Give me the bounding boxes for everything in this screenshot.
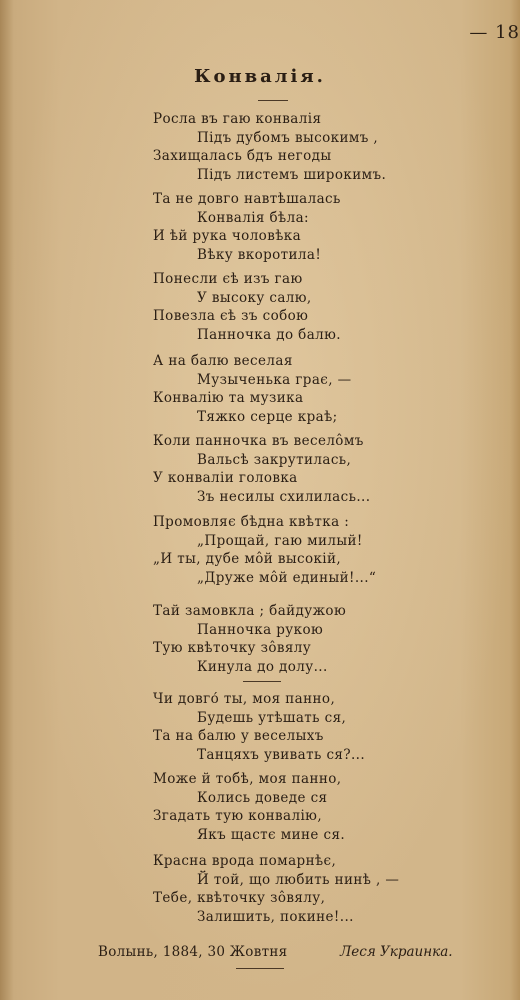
poem-line: Тебе, квѣточку зôвялу,	[153, 890, 326, 906]
poem-line: „Друже мôй единый!...“	[197, 569, 377, 586]
poem-line: Колись доведе ся	[197, 789, 328, 806]
poem-line: Залишить, покине!...	[197, 908, 354, 925]
poem-line: Красна врода помарнѣє,	[153, 853, 337, 869]
poem-line: Конвалія бѣла:	[197, 209, 309, 226]
poem-line: Підъ дубомъ высокимъ ,	[197, 129, 379, 146]
poem-title: Конвалія.	[194, 66, 326, 87]
poem-line: „И ты, дубе мôй высокій,	[153, 551, 342, 567]
poem-line: Вѣку вкоротила!	[197, 246, 322, 263]
poem-line: Зъ несилы схилилась...	[197, 488, 371, 505]
poem-line: Згадать тую конвалію,	[153, 808, 323, 824]
poem-line: Коли панночка въ веселôмъ	[153, 433, 364, 449]
poem-line: Та не довго навтѣшалась	[153, 191, 341, 207]
poem-line: Кинула до долу...	[197, 658, 328, 675]
poem-line: А на балю веселая	[153, 353, 293, 369]
poem-line: Танцяхъ увивать ся?...	[197, 746, 366, 763]
bottom-divider	[236, 968, 284, 969]
page-number: — 18	[469, 22, 520, 43]
poem-line: У конваліи головка	[153, 470, 298, 486]
section-divider	[243, 681, 281, 682]
poem-line: Промовляє бѣдна квѣтка :	[153, 514, 350, 530]
signature-date-place: Волынь, 1884, 30 Жовтня	[98, 944, 288, 960]
poem-line: Вальсѣ закрутилась,	[197, 451, 352, 468]
poem-line: Повезла єѣ зъ собою	[153, 308, 309, 324]
poem-line: Тяжко серце краѣ;	[197, 408, 338, 425]
poem-line: Понесли єѣ изъ гаю	[153, 271, 303, 287]
poem-line: Якъ щастє мине ся.	[197, 826, 346, 843]
poem-line: И ѣй рука чоловѣка	[153, 228, 302, 244]
poem-line: Та на балю у веселыхъ	[153, 728, 324, 744]
poem-line: Будешь утѣшать ся,	[197, 709, 347, 726]
poem-line: Панночка рукою	[197, 621, 324, 638]
poem-line: Музыченька грає, —	[197, 371, 352, 388]
poem-line: Панночка до балю.	[197, 326, 341, 343]
poem-line: У высоку салю,	[197, 289, 312, 306]
poem-line: Може й тобѣ, моя панно,	[153, 771, 342, 787]
signature-author: Леся Украинка.	[340, 944, 453, 960]
poem-line: Чи довго́ ты, моя панно,	[153, 691, 336, 707]
title-divider	[258, 100, 288, 101]
poem-line: Й той, що любить нинѣ , —	[197, 871, 400, 888]
poem-line: Тай замовкла ; байдужою	[153, 603, 347, 619]
poem-line: Росла въ гаю конвалія	[153, 111, 322, 127]
poem-line: Тую квѣточку зôвялу	[153, 640, 312, 656]
poem-line: Підъ листемъ широкимъ.	[197, 166, 387, 183]
poem-line: Захищалась бдъ негоды	[153, 148, 332, 164]
poem-line: Конвалію та музика	[153, 390, 304, 406]
poem-line: „Прощай, гаю милый!	[197, 532, 363, 549]
